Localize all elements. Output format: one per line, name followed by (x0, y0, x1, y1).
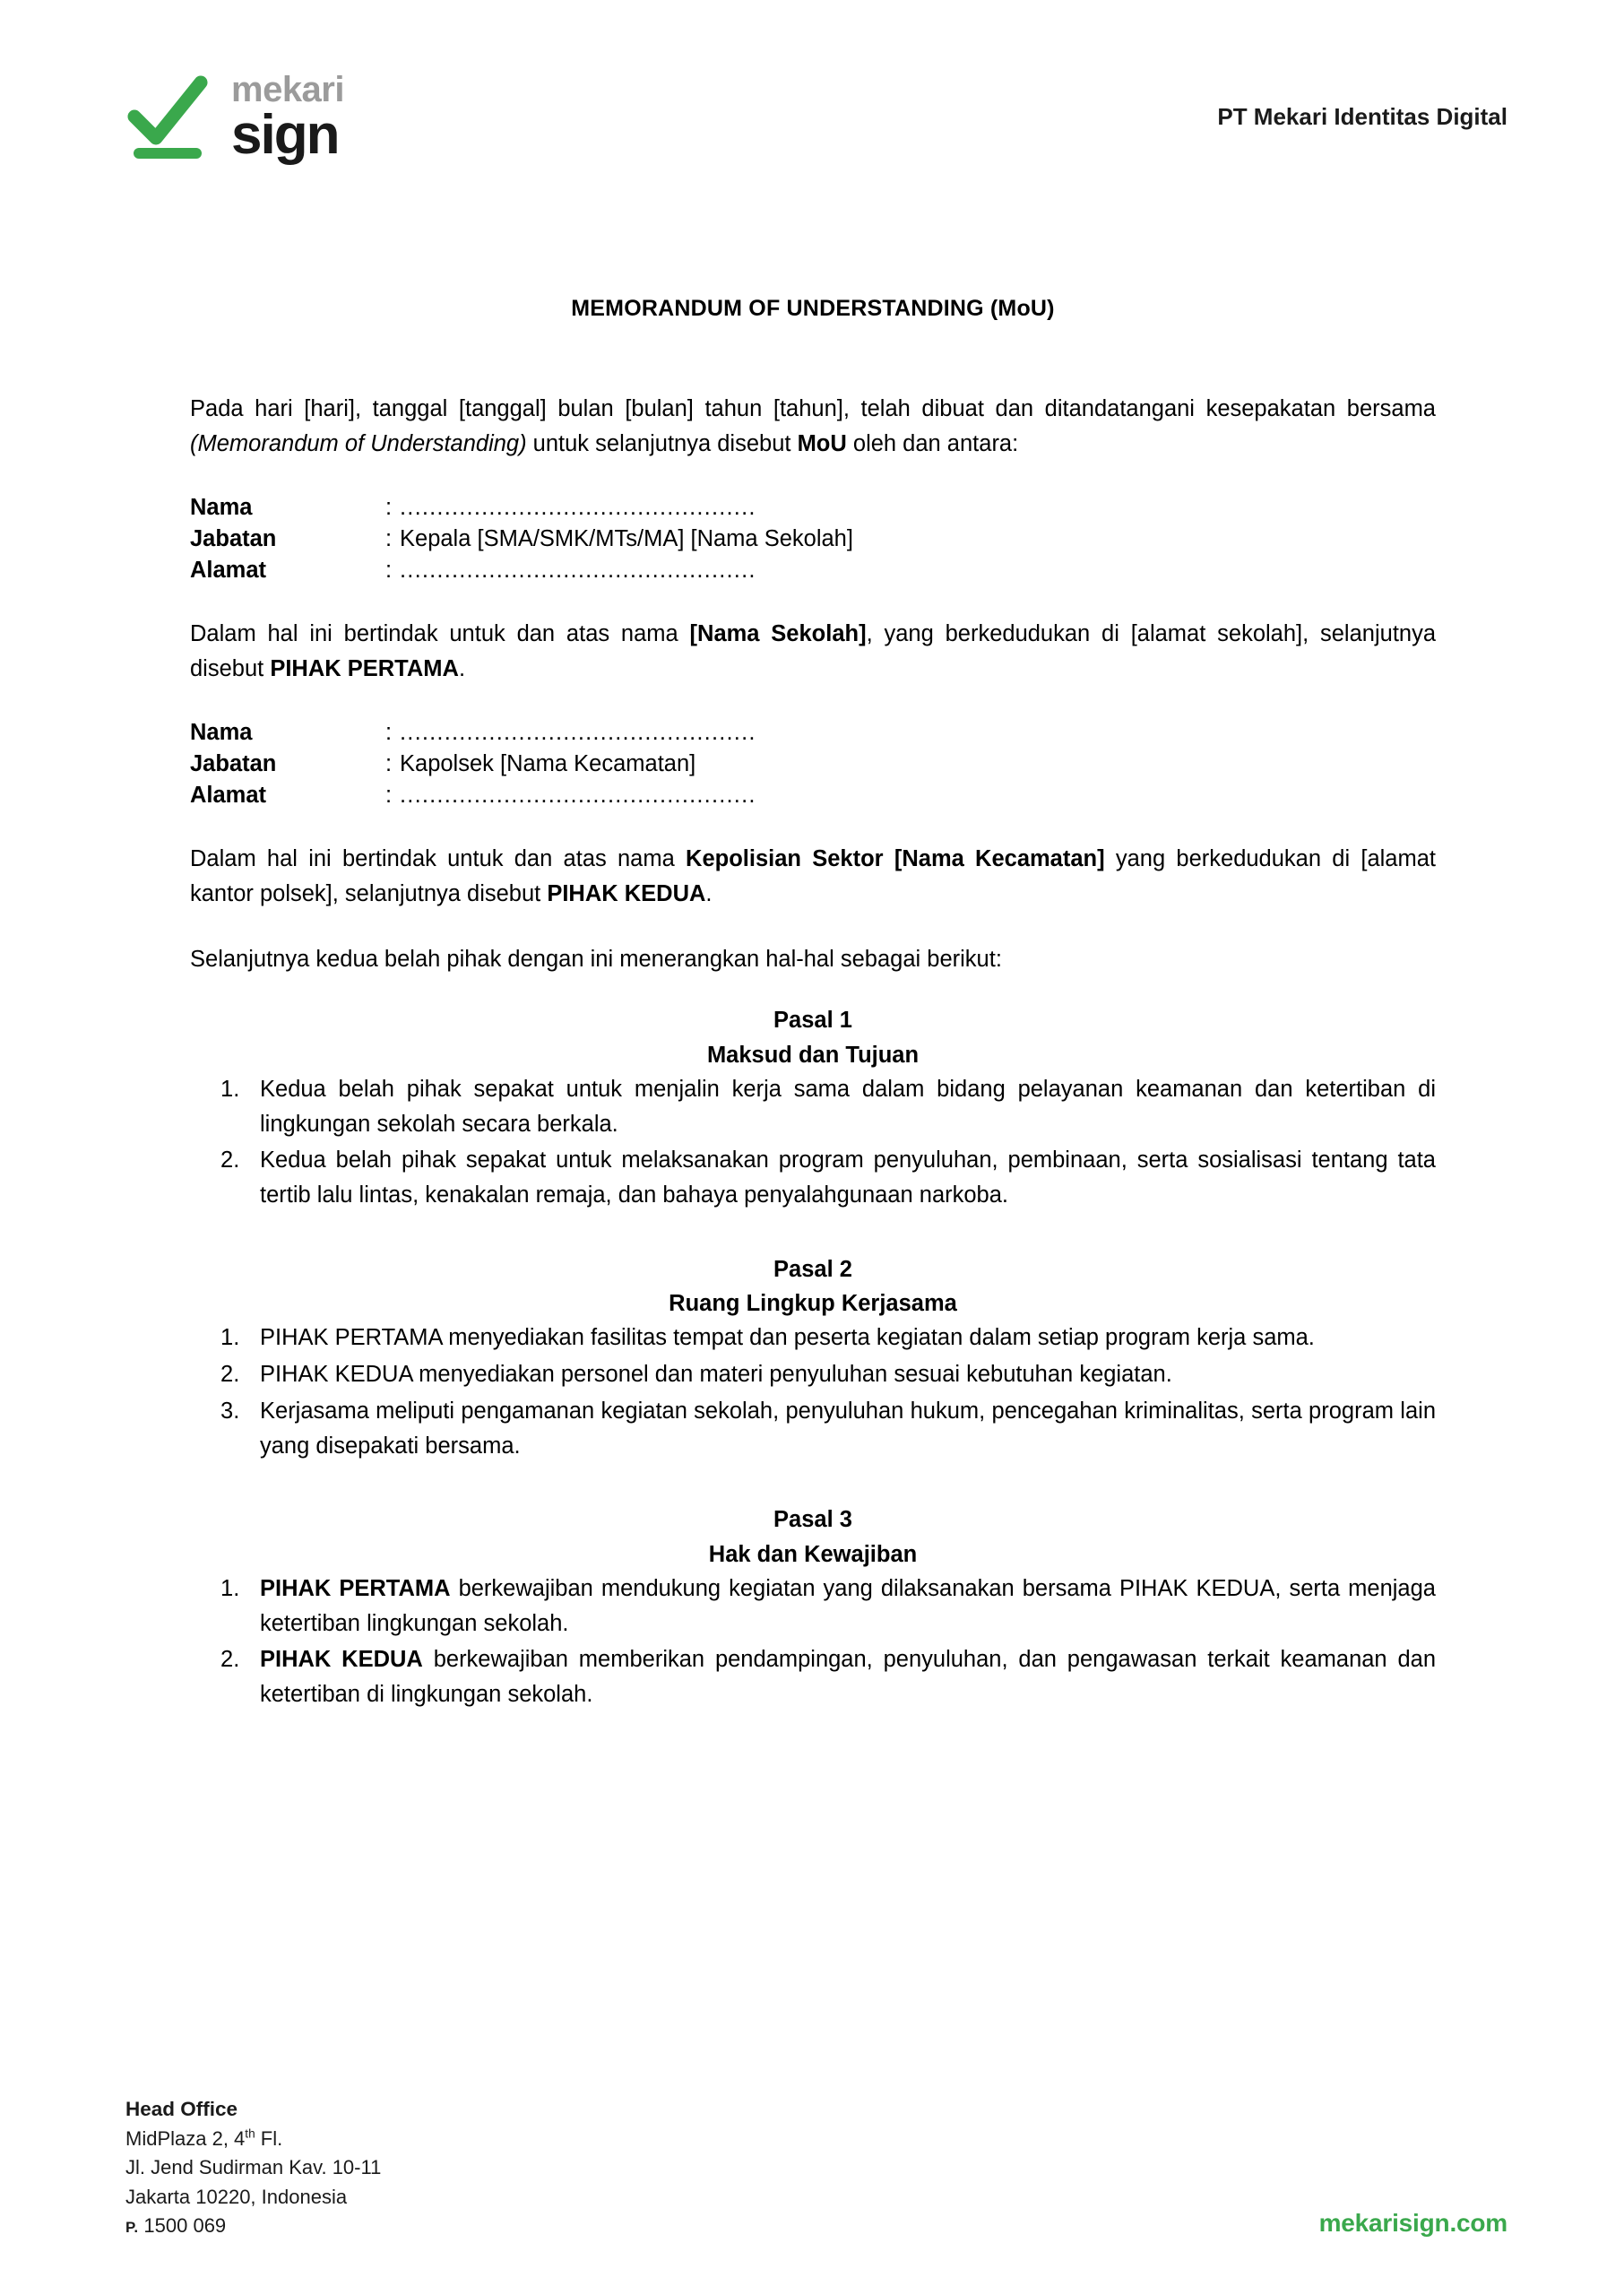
party-one-desc-part3: . (458, 655, 466, 681)
party-one-colon-nama: : (385, 494, 393, 520)
article-1-number: Pasal 1 (773, 1008, 852, 1034)
intro-bold-mou: MoU (797, 430, 847, 456)
logo-mekari-text: mekari (231, 69, 344, 109)
intro-italic: (Memorandum of Understanding) (190, 430, 527, 456)
article-2-heading: Ruang Lingkup Kerjasama (669, 1291, 957, 1317)
party-one-row-nama (190, 492, 1436, 524)
article-2-clause-1: PIHAK PERTAMA menyediakan fasilitas tempat dan peserta kegiatan dalam setiap program kerja sama. (260, 1325, 1315, 1351)
party-one-colon-alamat: : (385, 557, 393, 583)
head-office-phone (125, 2212, 381, 2241)
mekari-sign-logo (125, 69, 344, 166)
website-link[interactable]: mekarisign.com (1318, 2209, 1507, 2237)
party-two-label-alamat: Alamat (190, 782, 267, 808)
party-one-label-jabatan: Jabatan (190, 525, 277, 551)
head-office-address-line-2: Jl. Jend Sudirman Kav. 10-11 (125, 2156, 382, 2179)
article-2-clause-3: Kerjasama meliputi pengamanan kegiatan sekolah, penyuluhan hukum, pencegahan kriminalitas, serta program lain yang disepakati bersama. (260, 1398, 1436, 1459)
address-line-1-pre: MidPlaza 2, 4 (125, 2126, 246, 2150)
party-one-details (190, 492, 1436, 587)
intro-part2: untuk selanjutnya disebut (526, 430, 798, 456)
head-office-block (125, 2094, 381, 2241)
party-one-value-jabatan: Kepala [SMA/SMK/MTs/MA] [Nama Sekolah] (400, 525, 853, 551)
article-3-clause-2-bold-lead: PIHAK KEDUA (260, 1647, 423, 1673)
party-two-row-nama (190, 717, 1436, 749)
article-1-clause-list (190, 1072, 1436, 1213)
checkmark-logo-icon (125, 70, 212, 163)
article-2-clause-list (190, 1321, 1436, 1463)
address-line-1-post: Fl. (255, 2126, 283, 2150)
article-spacer-1 (190, 1220, 1436, 1252)
company-name: PT Mekari Identitas Digital (1217, 102, 1507, 130)
party-one-label-nama: Nama (190, 494, 253, 520)
party-two-desc-part2: yang berkedudukan di [alamat kantor polsek], selanjutnya disebut (190, 846, 1437, 906)
article-3-number: Pasal 3 (773, 1507, 852, 1533)
article-pasal-3 (190, 1503, 1436, 1712)
article-3-clause-2-text: berkewajiban memberikan pendampingan, penyuluhan, dan pengawasan terkait keamanan dan ketertiban di lingkungan sekolah. (260, 1647, 1437, 1708)
article-3-clause-1-bold-lead: PIHAK PERTAMA (260, 1575, 451, 1601)
head-office-address-line-3: Jakarta 10220, Indonesia (125, 2185, 348, 2208)
intro-paragraph (190, 392, 1436, 462)
party-one-value-nama: ................................................ (400, 494, 756, 520)
document-header (125, 63, 1507, 170)
party-one-description (190, 617, 1436, 687)
party-one-desc-part2: , yang berkedudukan di [alamat sekolah], selanjutnya disebut (190, 621, 1437, 681)
article-3-clause-1-text: berkewajiban mendukung kegiatan yang dilaksanakan bersama PIHAK KEDUA, serta menjaga ketertiban lingkungan sekolah. (260, 1575, 1436, 1636)
phone-number: 1500 069 (143, 2214, 227, 2238)
article-3-clause-2 (190, 1642, 1436, 1712)
article-2-number: Pasal 2 (773, 1256, 852, 1282)
party-one-desc-bold-school: [Nama Sekolah] (689, 621, 867, 647)
party-one-desc-bold-pihak-pertama: PIHAK PERTAMA (270, 655, 459, 681)
party-two-details (190, 717, 1436, 812)
head-office-address-line-1 (125, 2125, 381, 2154)
document-footer (125, 2094, 1507, 2241)
party-two-desc-bold-pihak-kedua: PIHAK KEDUA (547, 880, 706, 906)
party-two-desc-part3: . (705, 880, 713, 906)
article-1-heading: Maksud dan Tujuan (706, 1042, 920, 1068)
document-body (190, 296, 1436, 1719)
party-one-row-jabatan (190, 524, 1436, 555)
address-line-1-ordinal: th (245, 2126, 255, 2141)
phone-prefix-label: P. (125, 2219, 139, 2237)
party-two-label-jabatan: Jabatan (190, 750, 277, 776)
article-3-clause-list (190, 1572, 1436, 1712)
party-one-row-alamat (190, 555, 1436, 586)
party-two-description (190, 842, 1436, 912)
logo-wordmark (231, 69, 344, 166)
head-office-title: Head Office (125, 2097, 238, 2120)
logo-sign-text: sign (231, 103, 339, 166)
party-one-label-alamat: Alamat (190, 557, 267, 583)
article-3-heading: Hak dan Kewajiban (708, 1541, 918, 1567)
lead-in-paragraph: Selanjutnya kedua belah pihak dengan ini menerangkan hal-hal sebagai berikut: (190, 946, 1002, 972)
party-two-value-alamat: ................................................ (400, 782, 756, 808)
party-two-colon-jabatan: : (385, 750, 393, 776)
party-two-row-jabatan (190, 749, 1436, 780)
article-spacer-2 (190, 1470, 1436, 1503)
article-3-clause-1 (190, 1572, 1436, 1641)
party-two-colon-alamat: : (385, 782, 393, 808)
article-pasal-2 (190, 1252, 1436, 1464)
party-one-desc-part1: Dalam hal ini bertindak untuk dan atas nama (190, 621, 690, 647)
party-two-value-nama: ................................................ (400, 719, 756, 745)
party-two-colon-nama: : (385, 719, 393, 745)
intro-part3: oleh dan antara: (846, 430, 1019, 456)
article-1-clause-2: Kedua belah pihak sepakat untuk melaksanakan program penyuluhan, pembinaan, serta sosialisasi tentang tata tertib lalu lintas, kenakalan remaja, dan bahaya penyalahgunaan narkoba. (260, 1148, 1436, 1208)
article-2-clause-2: PIHAK KEDUA menyediakan personel dan materi penyuluhan sesuai kebutuhan kegiatan. (260, 1362, 1172, 1388)
article-1-clause-1: Kedua belah pihak sepakat untuk menjalin kerja sama dalam bidang pelayanan keamanan dan ketertiban di lingkungan sekolah secara berkala. (260, 1076, 1436, 1137)
party-two-desc-bold-police: Kepolisian Sektor [Nama Kecamatan] (686, 846, 1105, 872)
party-one-value-alamat: ................................................ (400, 557, 756, 583)
party-two-value-jabatan: Kapolsek [Nama Kecamatan] (400, 750, 696, 776)
intro-part1: Pada hari [hari], tanggal [tanggal] bulan [bulan] tahun [tahun], telah dibuat dan ditandatangani kesepakatan bersama (190, 396, 1436, 421)
party-one-colon-jabatan: : (385, 525, 393, 551)
party-two-label-nama: Nama (190, 719, 253, 745)
party-two-desc-part1: Dalam hal ini bertindak untuk dan atas nama (190, 846, 687, 872)
party-two-row-alamat (190, 780, 1436, 811)
article-pasal-1 (190, 1003, 1436, 1213)
page-title: MEMORANDUM OF UNDERSTANDING (MoU) (571, 296, 1055, 321)
